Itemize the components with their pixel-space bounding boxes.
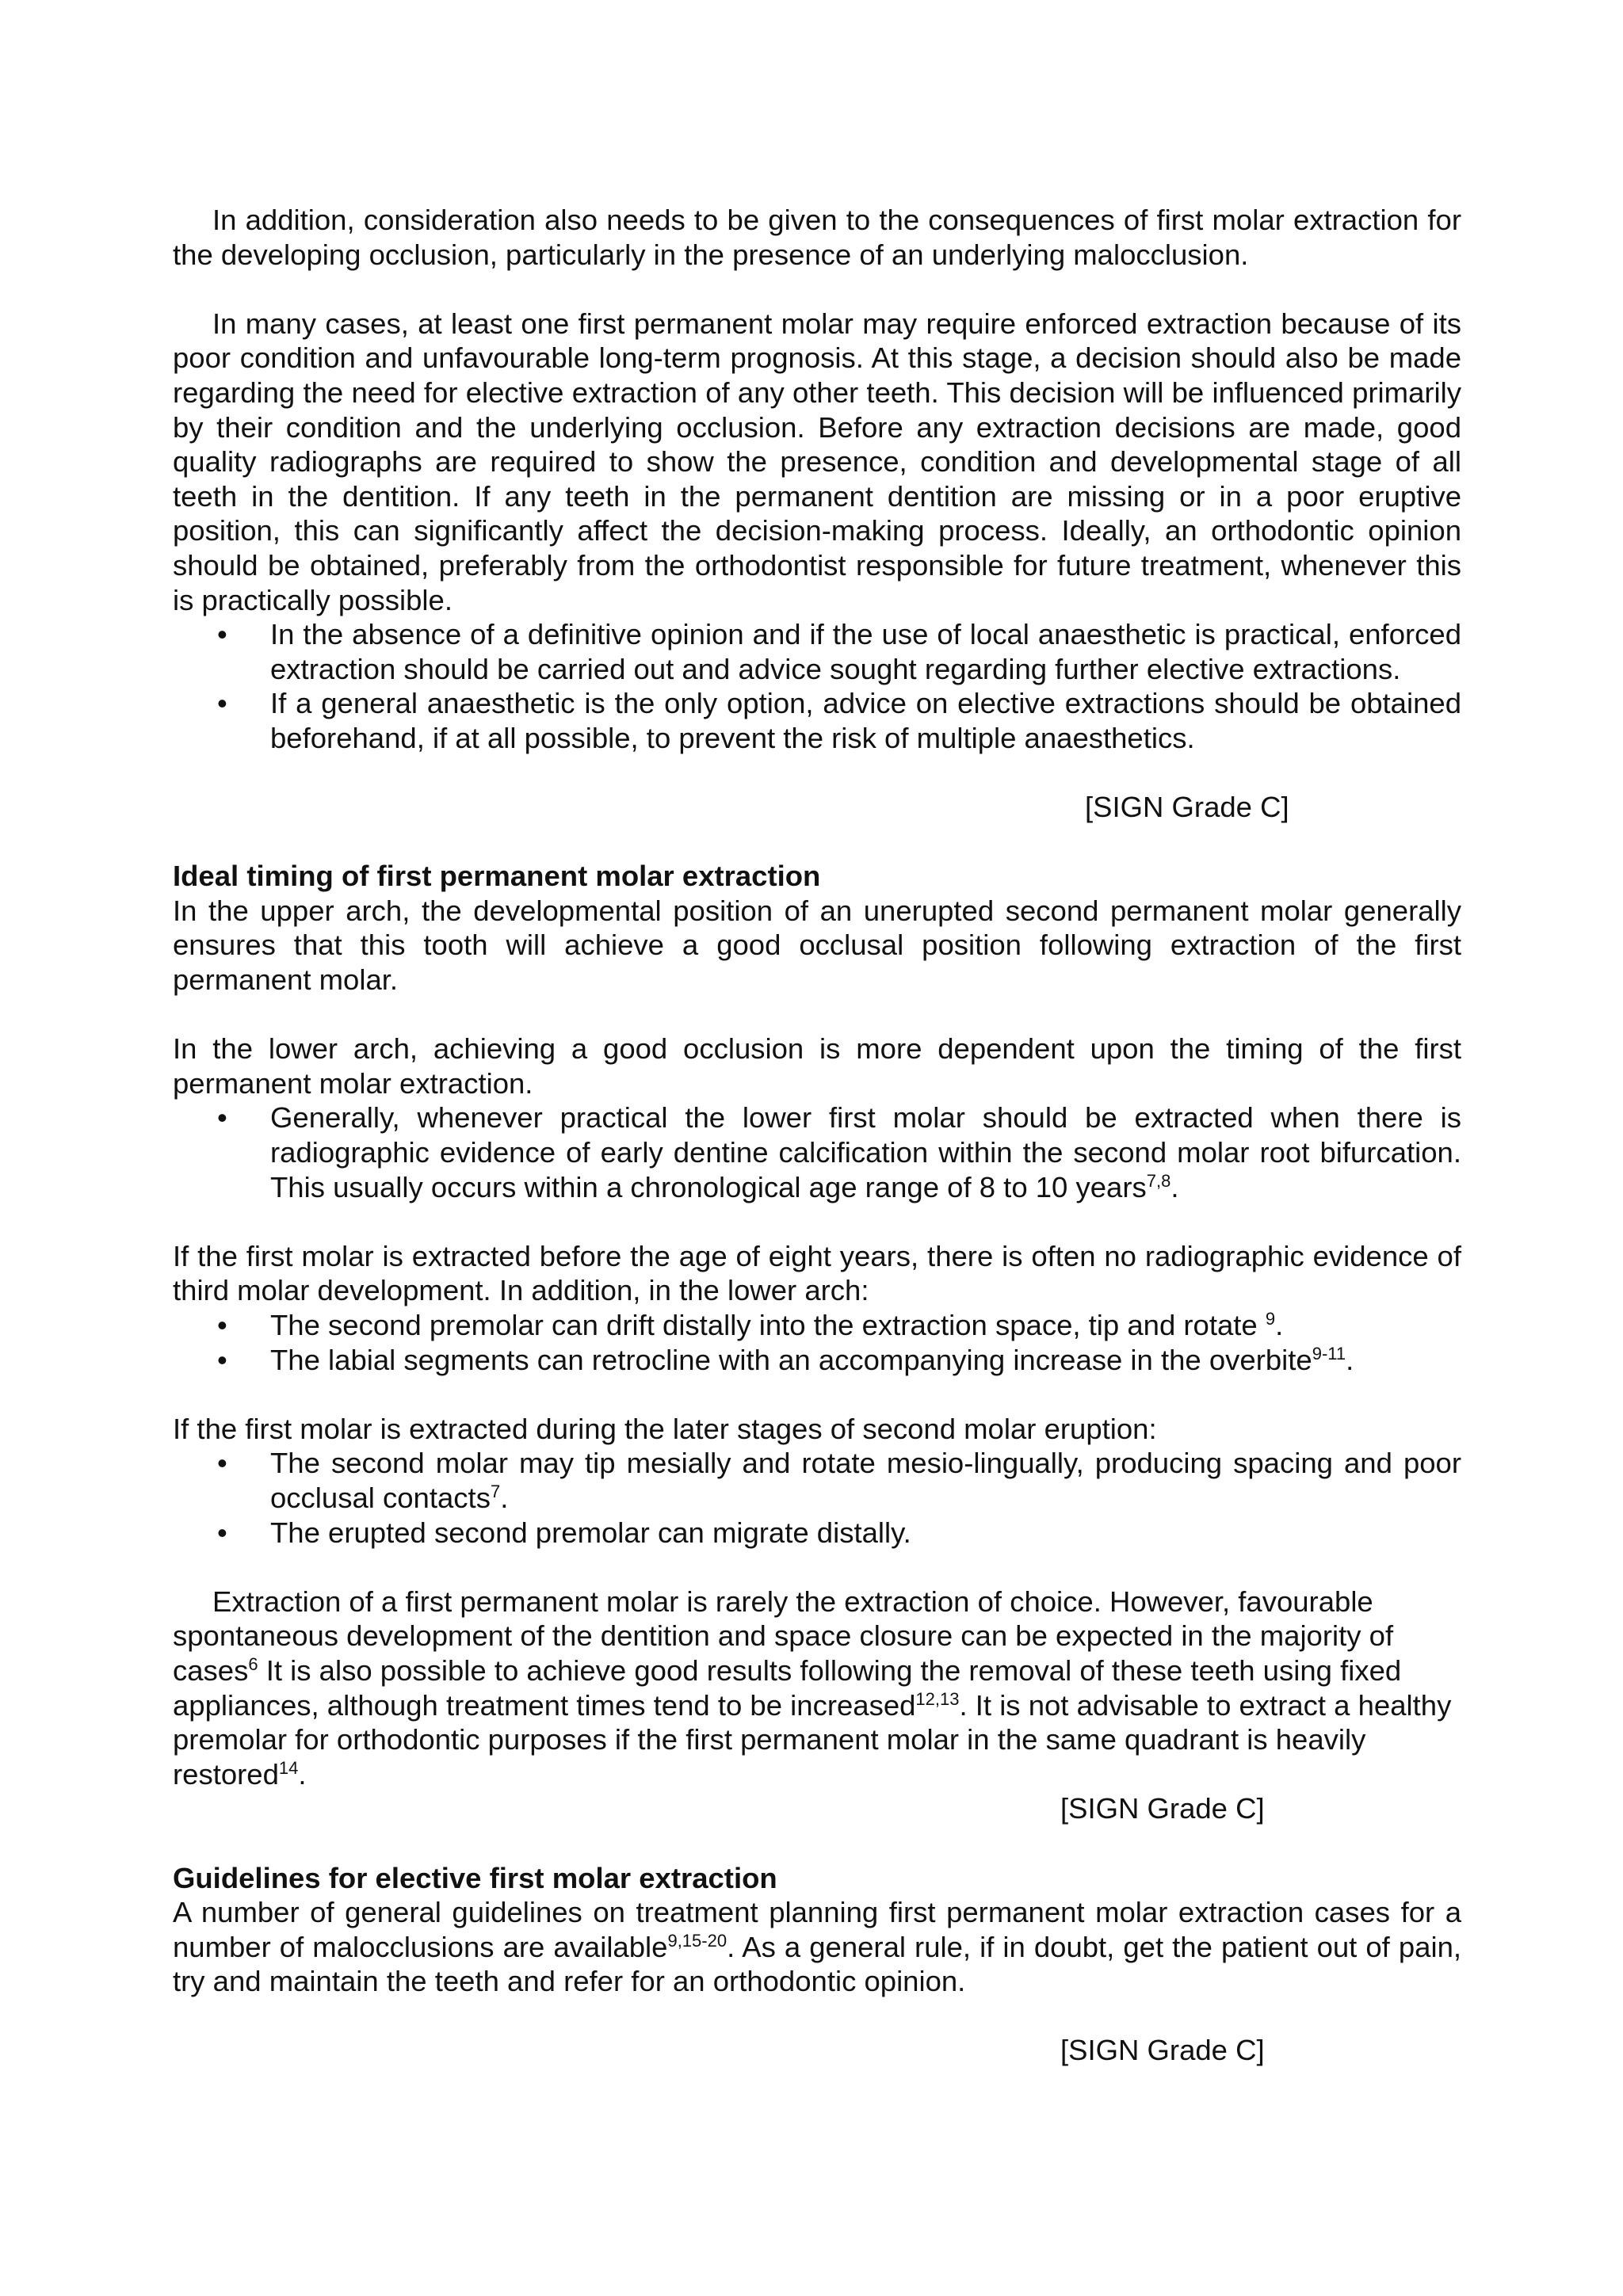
list-item-text: In the absence of a definitive opinion and if the use of local anaesthetic is practical, enforced extraction should be carried out and advice sought regarding further elective extractions.: [270, 618, 1461, 685]
text-run: It is also possible to achieve good results following the removal of these teeth using fixed appliances, although treatment times tend to be increased: [173, 1653, 1402, 1722]
bullet-list-late-extraction: [173, 1446, 1461, 1550]
bullet-list-timing: [173, 1100, 1461, 1204]
paragraph-extraction-of-choice: Extraction of a first permanent molar is rarely the extraction of choice. However, favourable spontaneous development of the dentition and space closure can be expected in the majority of cases$^6$ It is also possible to achieve good results following the removal of these teeth using fixed appliances, although treatment times tend to be increased$^{12,13}$. It is not advisable to extract a healthy premolar for orthodontic purposes if the first permanent molar in the same quadrant is heavily restored$^{14}$.: [173, 1585, 1452, 1791]
bullet-icon: •: [217, 1516, 227, 1549]
bullet-icon: •: [217, 618, 227, 651]
section-heading-guidelines: Guidelines for elective first molar extraction: [173, 1861, 777, 1894]
sign-grade-label: [SIGN Grade C]: [1060, 2034, 1265, 2067]
paragraph-guidelines: [173, 1895, 1461, 1999]
citation: 14: [278, 1757, 299, 1778]
list-item: [173, 686, 1461, 755]
text-run: A number of general guidelines on treatment planning first permanent molar extraction cases for a number of malocclusions are available: [173, 1896, 1461, 1963]
paragraph-lower-arch: In the lower arch, achieving a good occlusion is more dependent upon the timing of the first permanent molar extraction.: [173, 1032, 1461, 1100]
citation: 6: [248, 1653, 258, 1674]
bullet-list-early-extraction: [173, 1308, 1461, 1377]
list-item-text: If a general anaesthetic is the only option, advice on elective extractions should be obtained beforehand, if at all possible, to prevent the risk of multiple anaesthetics.: [270, 687, 1461, 754]
bullet-icon: •: [217, 687, 227, 720]
list-item-text: The second molar may tip mesially and rotate mesio-lingually, producing spacing and poor occlusal contacts: [270, 1447, 1461, 1514]
bullet-icon: •: [217, 1343, 227, 1376]
document-page: [173, 203, 1461, 2068]
citation: 9-11: [1312, 1343, 1346, 1363]
citation: 9: [1265, 1308, 1276, 1329]
list-item: [173, 1516, 1461, 1550]
list-item: [173, 617, 1461, 686]
sign-grade-label: [SIGN Grade C]: [1060, 1792, 1265, 1825]
citation: 12,13: [915, 1688, 960, 1709]
list-item-text: The erupted second premolar can migrate distally.: [270, 1516, 911, 1549]
list-item: • The second premolar can drift distally into the extraction space, tip and rotate $^9$.: [217, 1308, 1284, 1341]
bullet-list-anaesthetic: [173, 617, 1461, 755]
list-item: • Generally, whenever practical the lower first molar should be extracted when there is radiographic evidence of early dentine calcification within the second molar root bifurcation. This usually occurs within a chronological age range of 8 to 10 years$^{7,8}$.: [217, 1101, 1461, 1203]
citation: 7: [490, 1481, 501, 1501]
text-run: Extraction of a first permanent molar is rarely the extraction of choice. However, favourable spontaneous development of the dentition and space closure can be expected in the majority of cases: [173, 1585, 1394, 1687]
bullet-icon: •: [217, 1101, 227, 1135]
list-item: • The labial segments can retrocline with an accompanying increase in the overbite$^{9-11}$.: [217, 1343, 1354, 1376]
paragraph-before-eight: If the first molar is extracted before the age of eight years, there is often no radiographic evidence of third molar development. In addition, in the lower arch:: [173, 1239, 1461, 1307]
list-item-text: The second premolar can drift distally into the extraction space, tip and rotate: [270, 1309, 1266, 1341]
text-run: . It is not advisable to extract a healthy premolar for orthodontic purposes if the first permanent molar in the same quadrant is heavily restored: [173, 1688, 1452, 1791]
citation: 9,15-20: [667, 1930, 727, 1951]
citation: 7,8: [1146, 1170, 1171, 1191]
paragraph-upper-arch: In the upper arch, the developmental position of an unerupted second permanent molar generally ensures that this tooth will achieve a good occlusal position following extraction of the first permanent molar.: [173, 894, 1461, 997]
paragraph-developing-occlusion: In addition, consideration also needs to be given to the consequences of first molar extraction for the developing occlusion, particularly in the presence of an underlying malocclusion.: [173, 204, 1461, 271]
list-item: • The second molar may tip mesially and rotate mesio-lingually, producing spacing and poor occlusal contacts$^7$.: [217, 1447, 1461, 1514]
list-item-text: The labial segments can retrocline with an accompanying increase in the overbite: [270, 1343, 1312, 1376]
section-heading-timing: Ideal timing of first permanent molar extraction: [173, 860, 821, 893]
paragraph-later-stages: If the first molar is extracted during the later stages of second molar eruption:: [173, 1412, 1157, 1445]
bullet-icon: •: [217, 1447, 227, 1480]
bullet-icon: •: [217, 1309, 227, 1341]
list-item-text: Generally, whenever practical the lower first molar should be extracted when there is radiographic evidence of early dentine calcification within the second molar root bifurcation. This usually occurs within a chronological age range of 8 to 10 years: [270, 1101, 1461, 1203]
text-run: . As a general rule, if in doubt, get the patient out of pain, try and maintain the teeth and refer for an orthodontic opinion.: [173, 1930, 1462, 1998]
paragraph-enforced-extraction: In many cases, at least one first permanent molar may require enforced extraction because of its poor condition and unfavourable long-term prognosis. At this stage, a decision should also be made regarding the need for elective extraction of any other teeth. This decision will be influenced primarily by their condition and the underlying occlusion. Before any extraction decisions are made, good quality radiographs are required to show the presence, condition and developmental stage of all teeth in the dentition. If any teeth in the permanent dentition are missing or in a poor eruptive position, this can significantly affect the decision-making process. Ideally, an orthodontic opinion should be obtained, preferably from the orthodontist responsible for future treatment, whenever this is practically possible.: [173, 307, 1461, 616]
sign-grade-label: [SIGN Grade C]: [1085, 791, 1289, 824]
